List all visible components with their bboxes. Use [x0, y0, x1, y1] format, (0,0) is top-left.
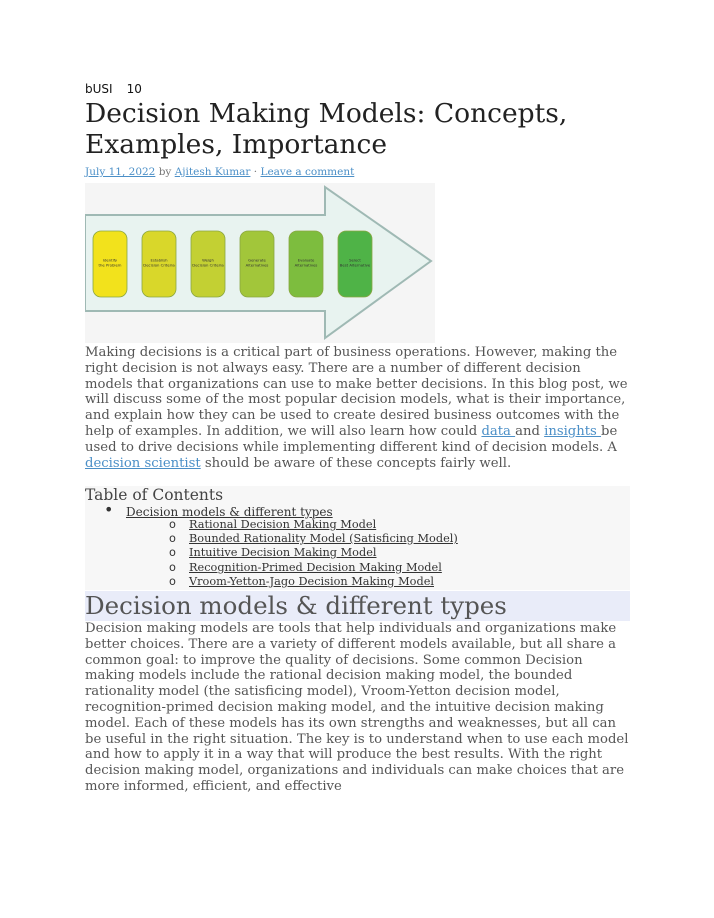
process-step-label: Select Best Alternative	[339, 257, 371, 268]
process-step-label: Weigh Decision Criteria	[192, 257, 224, 268]
data-link[interactable]: data	[481, 423, 516, 439]
process-step-label: Establish Decision Criteria	[143, 257, 175, 268]
toc-item-label[interactable]: Decision models & different types	[126, 505, 333, 519]
hero-image	[85, 183, 435, 343]
toc-subitem-label[interactable]: Rational Decision Making Model	[189, 518, 377, 531]
intro-text-3: should be aware of these concepts fairly well.	[200, 455, 512, 471]
page-header	[85, 82, 142, 96]
comment-link[interactable]: Leave a comment	[260, 166, 355, 178]
table-of-contents	[85, 486, 630, 590]
circle-bullet-icon: o	[169, 532, 176, 545]
decision-process-arrow	[85, 183, 435, 343]
circle-bullet-icon: o	[169, 546, 176, 559]
toc-subitem-label[interactable]: Intuitive Decision Making Model	[189, 546, 377, 559]
process-step-label: Identify the Problem	[98, 257, 122, 268]
byline-by: by	[158, 166, 172, 178]
byline-separator: ·	[253, 166, 258, 178]
circle-bullet-icon: o	[169, 575, 176, 588]
process-step-label: Generate Alternatives	[245, 257, 269, 268]
decision-scientist-link[interactable]: decision scientist	[85, 455, 201, 471]
intro-and: and	[515, 423, 545, 439]
date-link[interactable]: July 11, 2022	[85, 166, 156, 178]
process-step-label: Evaluate Alternatives	[294, 257, 318, 268]
toc-subitem-label[interactable]: Recognition-Primed Decision Making Model	[189, 561, 442, 574]
section-title: Decision models & different types	[85, 591, 507, 620]
byline	[85, 166, 354, 178]
toc-subitem-label[interactable]: Vroom-Yetton-Jago Decision Making Model	[189, 575, 434, 588]
toc-title: Table of Contents	[85, 486, 224, 504]
section-body: Decision making models are tools that help individuals and organizations make better choices. There are a variety of different models available, but all share a common goal: to improve the quality of decisions. Some common Decision making models include the rational decision making model, the bounded rationality model (the satisficing model), Vroom-Yetton decision model, recognition-primed decision making model, and the intuitive decision making model. Each of these models has its own strengths and weaknesses, but all can be useful in the right situation. The key is to understand when to use each model and how to apply it in a way that will produce the best results. With the right decision making model, organizations and individuals can make choices that are more informed, efficient, and effective	[85, 621, 629, 794]
header-code: bUSI	[85, 82, 113, 96]
article-title: Decision Making Models: Concepts, Examples, Importance	[85, 98, 568, 160]
circle-bullet-icon: o	[169, 518, 176, 531]
author-link[interactable]: Ajitesh Kumar	[174, 166, 251, 178]
header-number: 10	[126, 82, 142, 96]
insights-link[interactable]: insights	[544, 423, 601, 439]
intro-text-1: Making decisions is a critical part of business operations. However, making the right decision is not always easy. There are a number of different decision models that organizations can use to make better decisions. In this blog post, we will discuss some of the most popular decision models, what is their importance, and explain how they can be used to create desired business outcomes with the help of examples. In addition, we will also learn how could	[85, 345, 628, 439]
intro-paragraph	[85, 345, 630, 471]
intro-text-2: be used to drive decisions while implementing different kind of decision models. A	[85, 423, 618, 455]
circle-bullet-icon: o	[169, 561, 176, 574]
toc-subitem-label[interactable]: Bounded Rationality Model (Satisficing Model)	[189, 532, 458, 545]
bullet-icon: •	[104, 500, 114, 519]
